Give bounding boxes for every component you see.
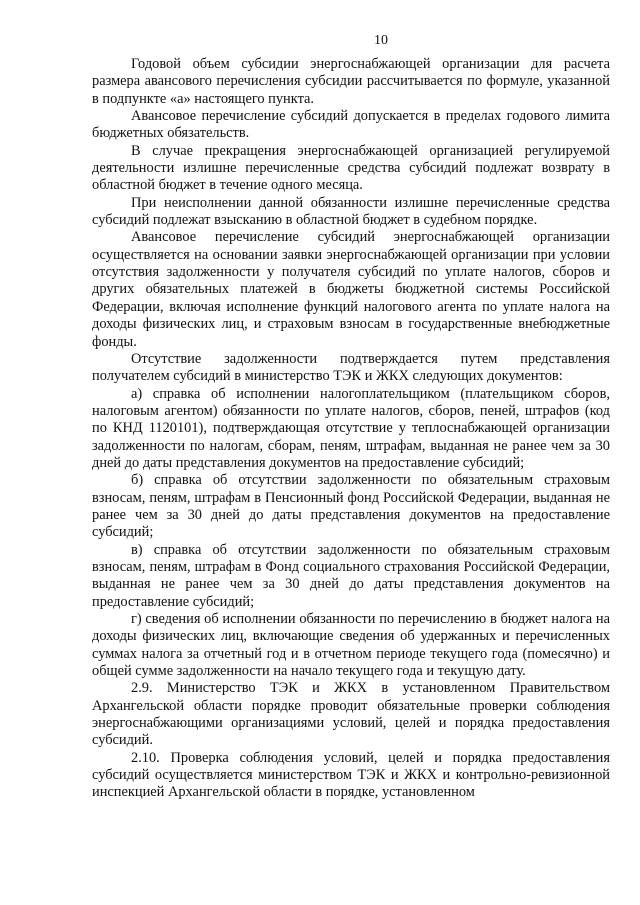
list-item-v-social-insurance-certificate: в) справка об отсутствии задолженности по обязательным страховым взносам, пеням, штрафам в Фонд социального страхования Российской Федерации, выданная не ранее чем за 30 дней до даты представления документов на предоставление субсидий;	[92, 541, 610, 610]
paragraph-judicial-recovery: При неисполнении данной обязанности излишне перечисленные средства субсидий подлежат взысканию в областной бюджет в судебном порядке.	[92, 194, 610, 229]
page-number: 10	[374, 33, 388, 48]
list-item-a-tax-certificate: а) справка об исполнении налогоплательщиком (плательщиком сборов, налоговым агентом) обязанности по уплате налогов, сборов, пеней, штрафов (код по КНД 1120101), подтверждающая отсутствие у теплоснабжающей организации задолженности по налогам, сборам, пеням, штрафам, выданная не ранее чем за 30 дней до даты представления документов на предоставление субсидий;	[92, 385, 610, 471]
paragraph-advance-limit: Авансовое перечисление субсидий допускается в пределах годового лимита бюджетных обязательств.	[92, 108, 610, 142]
clause-2-10: 2.10. Проверка соблюдения условий, целей и порядка предоставления субсидий осуществляется министерством ТЭК и ЖКХ и контрольно-ревизионной инспекцией Архангельской области в порядке, установленном	[92, 749, 610, 801]
paragraph-advance-conditions: Авансовое перечисление субсидий энергоснабжающей организации осуществляется на основании заявки энергоснабжающей организации при условии отсутствия задолженности у получателя субсидий по уплате налогов, сборов и других обязательных платежей в бюджеты бюджетной системы Российской Федерации, включая исполнение функций налогового агента по уплате налога на доходы физических лиц, и страховым взносам в государственные внебюджетные фонды.	[92, 229, 610, 350]
list-item-b-pension-fund-certificate: б) справка об отсутствии задолженности по обязательным страховым взносам, пеням, штрафам в Пенсионный фонд Российской Федерации, выданная не ранее чем за 30 дней до даты представления документов на предоставление субсидий;	[92, 472, 610, 541]
paragraph-annual-subsidy-volume: Годовой объем субсидии энергоснабжающей организации для расчета размера авансового перечисления субсидии рассчитывается по формуле, указанной в подпункте «а» настоящего пункта.	[92, 56, 610, 107]
list-item-g-income-tax-info: г) сведения об исполнении обязанности по перечислению в бюджет налога на доходы физических лиц, включающие сведения об удержанных и перечисленных суммах налога за отчетный год и в отчетном периоде текущего года (помесячно) и общей сумме задолженности на начало текущего года и текущую дату.	[92, 611, 610, 680]
paragraph-debt-confirmation: Отсутствие задолженности подтверждается путем представления получателем субсидий в министерство ТЭК и ЖКХ следующих документов:	[92, 350, 610, 385]
paragraph-termination-refund: В случае прекращения энергоснабжающей организацией регулируемой деятельности излишне перечисленные средства субсидий подлежат возврату в областной бюджет в течение одного месяца.	[92, 142, 610, 194]
clause-2-9: 2.9. Министерство ТЭК и ЖКХ в установленном Правительством Архангельской области порядке проводит обязательные проверки соблюдения энергоснабжающими организациями условий, целей и порядка предоставления субсидий.	[92, 680, 610, 749]
